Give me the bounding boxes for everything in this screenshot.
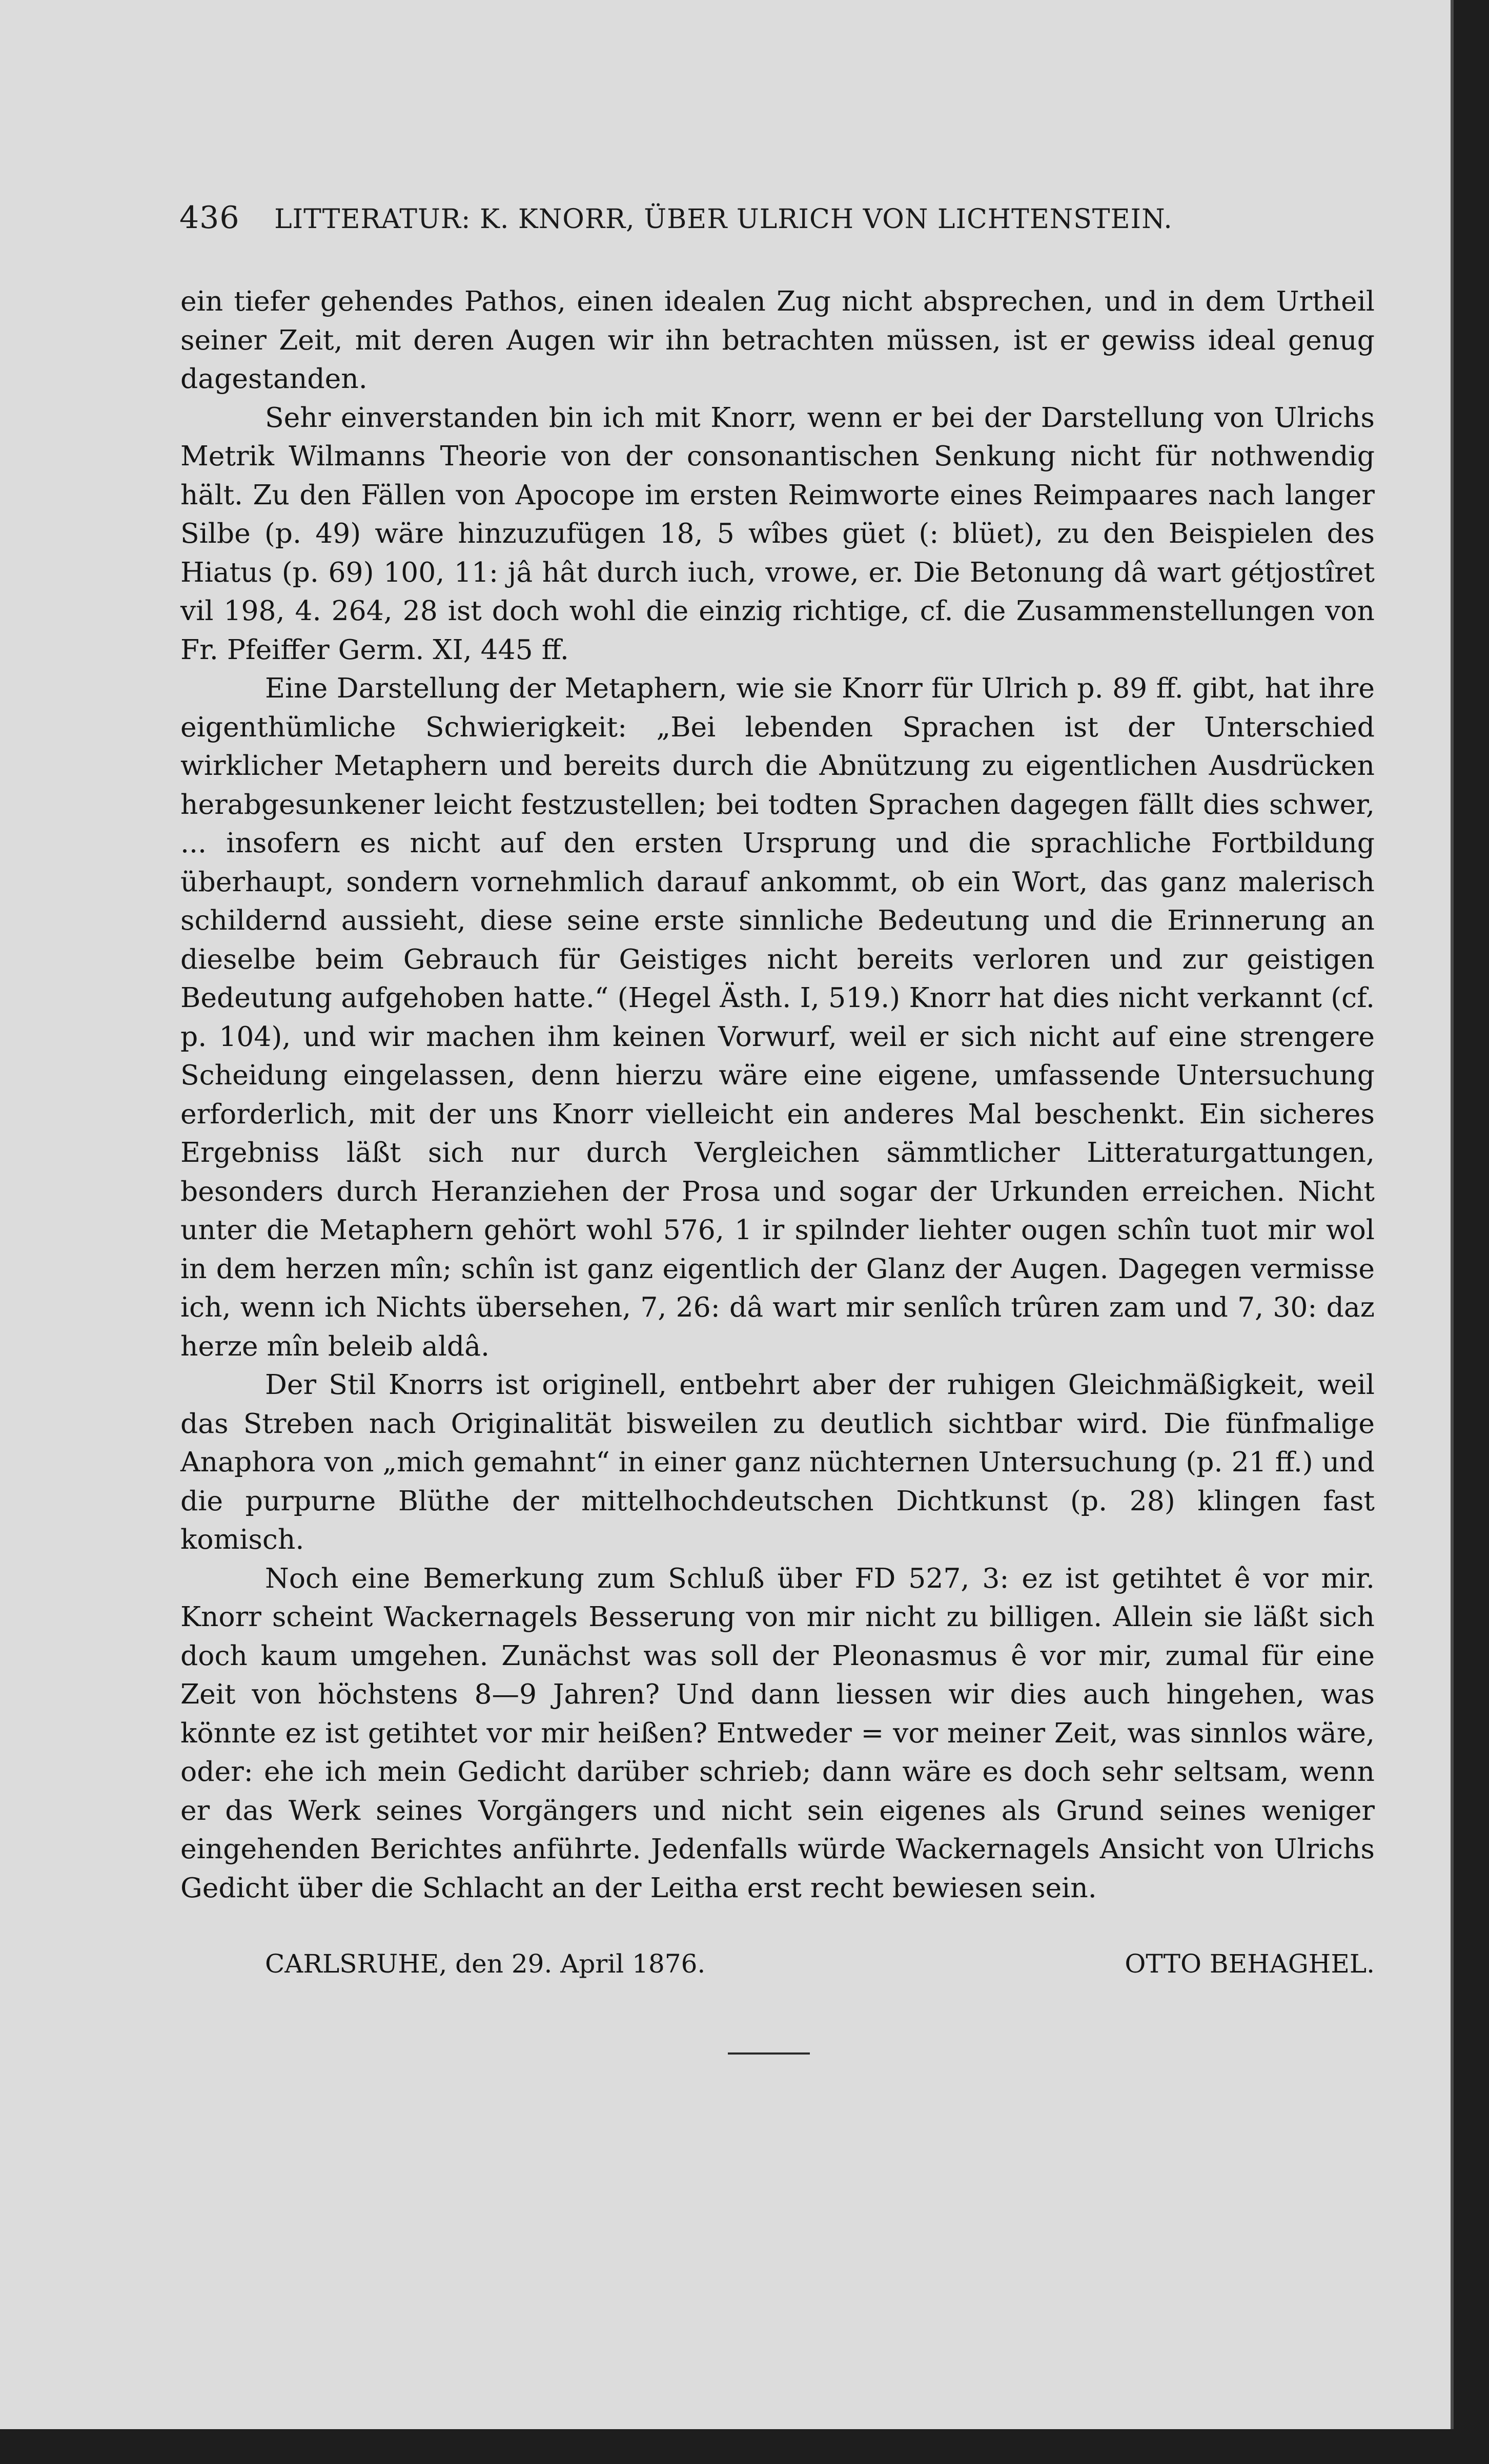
- paragraph: Noch eine Bemerkung zum Schluß über FD 527, 3: ez ist getihtet ê vor mir. Knorr scheint Wackernagels Besserung von mir nicht zu billigen. Allein sie läßt sich doch kaum umgehen. Zunächst was soll der Pleonasmus ê vor mir, zumal für eine Zeit von höchstens 8—9 Jahren? Und dann liessen wir dies auch hingehen, was könnte ez ist getihtet vor mir heißen? Entweder = vor meiner Zeit, was sinnlos wäre, oder: ehe ich mein Gedicht darüber schrieb; dann wäre es doch sehr seltsam, wenn er das Werk seines Vorgängers und nicht sein eigenes als Grund seines weniger eingehenden Berichtes anführte. Jedenfalls würde Wackernagels Ansicht von Ulrichs Gedicht über die Schlacht an der Leitha erst recht bewiesen sein.: [180, 1562, 1375, 1904]
- page-number: 436: [179, 200, 240, 236]
- paragraph: Sehr einverstanden bin ich mit Knorr, wenn er bei der Darstellung von Ulrichs Metrik Wilmanns Theorie von der consonantischen Senkung nicht für nothwendig hält. Zu den Fällen von Apocope im ersten Reimworte eines Reimpaares nach langer Silbe (p. 49) wäre hinzuzufügen 18, 5 wîbes güet (: blüet), zu den Beispielen des Hiatus (p. 69) 100, 11: jâ hât durch iuch, vrowe, er. Die Betonung dâ wart gétjostîret vil 198, 4. 264, 28 ist doch wohl die einzig richtige, cf. die Zusammenstellungen von Fr. Pfeiffer Germ. XI, 445 ff.: [180, 401, 1375, 666]
- running-title: LITTERATUR: K. KNORR, ÜBER ULRICH VON LICHTENSTEIN.: [274, 204, 1173, 235]
- signature-line: [180, 1944, 1375, 1983]
- page-header: [179, 200, 1287, 246]
- closing-rule: [728, 2052, 810, 2055]
- author-name: OTTO BEHAGHEL.: [1125, 1949, 1375, 1979]
- body-text: [180, 282, 1375, 1983]
- paragraph: ein tiefer gehendes Pathos, einen idealen Zug nicht absprechen, und in dem Urtheil seiner Zeit, mit deren Augen wir ihn betrachten müssen, ist er gewiss ideal genug dagestanden.: [180, 285, 1375, 395]
- paragraph: Eine Darstellung der Metaphern, wie sie Knorr für Ulrich p. 89 ff. gibt, hat ihre eigenthümliche Schwierigkeit: „Bei lebenden Sprachen ist der Unterschied wirklicher Metaphern und bereits durch die Abnützung zu eigentlichen Ausdrücken herabgesunkener leicht festzustellen; bei todten Sprachen dagegen fällt dies schwer, ... insofern es nicht auf den ersten Ursprung und die sprachliche Fortbildung überhaupt, sondern vornehmlich darauf ankommt, ob ein Wort, das ganz malerisch schildernd aussieht, diese seine erste sinnliche Bedeutung und die Erinnerung an dieselbe beim Gebrauch für Geistiges nicht bereits verloren und zur geistigen Bedeutung aufgehoben hatte.“ (Hegel Ästh. I, 519.) Knorr hat dies nicht verkannt (cf. p. 104), und wir machen ihm keinen Vorwurf, weil er sich nicht auf eine strengere Scheidung eingelassen, denn hierzu wäre eine eigene, umfassende Untersuchung erforderlich, mit der uns Knorr vielleicht ein anderes Mal beschenkt. Ein sicheres Ergebniss läßt sich nur durch Vergleichen sämmtlicher Litteraturgattungen, besonders durch Heranziehen der Prosa und sogar der Urkunden erreichen. Nicht unter die Metaphern gehört wohl 576, 1 ir spilnder liehter ougen schîn tuot mir wol in dem herzen mîn; schîn ist ganz eigentlich der Glanz der Augen. Dagegen vermisse ich, wenn ich Nichts übersehen, 7, 26: dâ wart mir senlîch trûren zam und 7, 30: daz herze mîn beleib aldâ.: [180, 672, 1375, 1362]
- paragraph: Der Stil Knorrs ist originell, entbehrt aber der ruhigen Gleichmäßigkeit, weil das Streben nach Originalität bisweilen zu deutlich sichtbar wird. Die fünfmalige Anaphora von „mich gemahnt“ in einer ganz nüchternen Untersuchung (p. 21 ff.) und die purpurne Blüthe der mittelhochdeutschen Dichtkunst (p. 28) klingen fast komisch.: [180, 1368, 1375, 1555]
- place-date: CARLSRUHE, den 29. April 1876.: [265, 1949, 706, 1979]
